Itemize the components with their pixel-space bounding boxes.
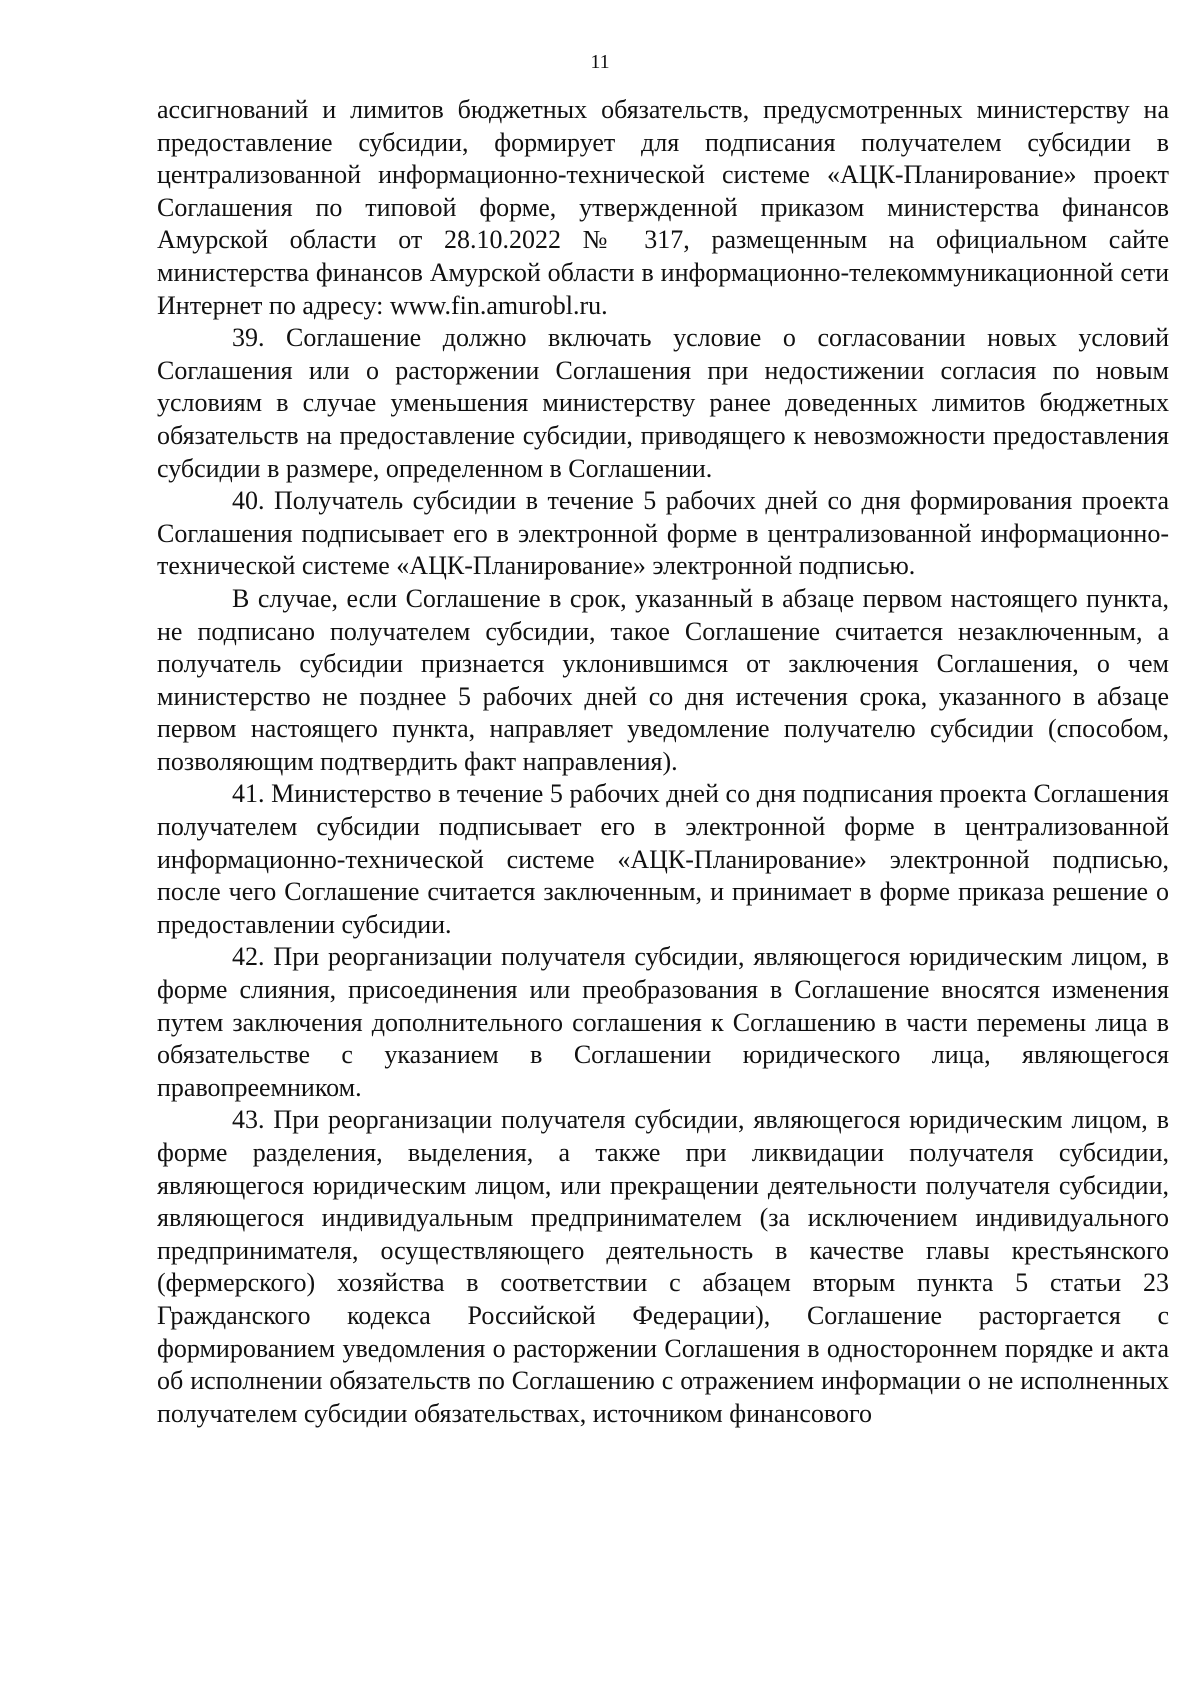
paragraph-continuation: ассигнований и лимитов бюджетных обязательств, предусмотренных министерству на предоставление субсидии, формирует для подписания получателем субсидии в централизованной информационно-технической системе «АЦК-Планирование» проект Соглашения по типовой форме, утвержденной приказом министерства финансов Амурской области от 28.10.2022 № 317, размещенным на официальном сайте министерства финансов Амурской области в информационно-телекоммуникационной сети Интернет по адресу: www.fin.amurobl.ru. bbox=[157, 95, 1169, 320]
paragraph-item-42: 42. При реорганизации получателя субсидии, являющегося юридическим лицом, в форме слияния, присоединения или преобразования в Соглашение вносятся изменения путем заключения дополнительного соглашения к Соглашению в части перемены лица в обязательстве с указанием в Соглашении юридического лица, являющегося правопреемником. bbox=[157, 942, 1169, 1102]
document-body bbox=[157, 94, 1169, 1430]
paragraph-item-41: 41. Министерство в течение 5 рабочих дней со дня подписания проекта Соглашения получателем субсидии подписывает его в электронной форме в централизованной информационно-технической системе «АЦК-Планирование» электронной подписью, после чего Соглашение считается заключенным, и принимает в форме приказа решение о предоставлении субсидии. bbox=[157, 779, 1169, 939]
paragraph-item-39: 39. Соглашение должно включать условие о согласовании новых условий Соглашения или о расторжении Соглашения при недостижении согласия по новым условиям в случае уменьшения министерству ранее доведенных лимитов бюджетных обязательств на предоставление субсидии, приводящего к невозможности предоставления субсидии в размере, определенном в Соглашении. bbox=[157, 323, 1169, 483]
paragraph-item-43: 43. При реорганизации получателя субсидии, являющегося юридическим лицом, в форме разделения, выделения, а также при ликвидации получателя субсидии, являющегося юридическим лицом, или прекращении деятельности получателя субсидии, являющегося индивидуальным предпринимателем (за исключением индивидуального предпринимателя, осуществляющего деятельность в качестве главы крестьянского (фермерского) хозяйства в соответствии с абзацем вторым пункта 5 статьи 23 Гражданского кодекса Российской Федерации), Соглашение расторгается с формированием уведомления о расторжении Соглашения в одностороннем порядке и акта об исполнении обязательств по Соглашению с отражением информации о не исполненных получателем субсидии обязательствах, источником финансового bbox=[157, 1105, 1169, 1428]
page-number: 11 bbox=[590, 51, 610, 73]
paragraph-item-40-subparagraph: В случае, если Соглашение в срок, указанный в абзаце первом настоящего пункта, не подписано получателем субсидии, такое Соглашение считается незаключенным, а получатель субсидии признается уклонившимся от заключения Соглашения, о чем министерство не позднее 5 рабочих дней со дня истечения срока, указанного в абзаце первом настоящего пункта, направляет уведомление получателю субсидии (способом, позволяющим подтвердить факт направления). bbox=[157, 583, 1169, 776]
paragraph-item-40: 40. Получатель субсидии в течение 5 рабочих дней со дня формирования проекта Соглашения подписывает его в электронной форме в централизованной информационно-технической системе «АЦК-Планирование» электронной подписью. bbox=[157, 486, 1169, 581]
